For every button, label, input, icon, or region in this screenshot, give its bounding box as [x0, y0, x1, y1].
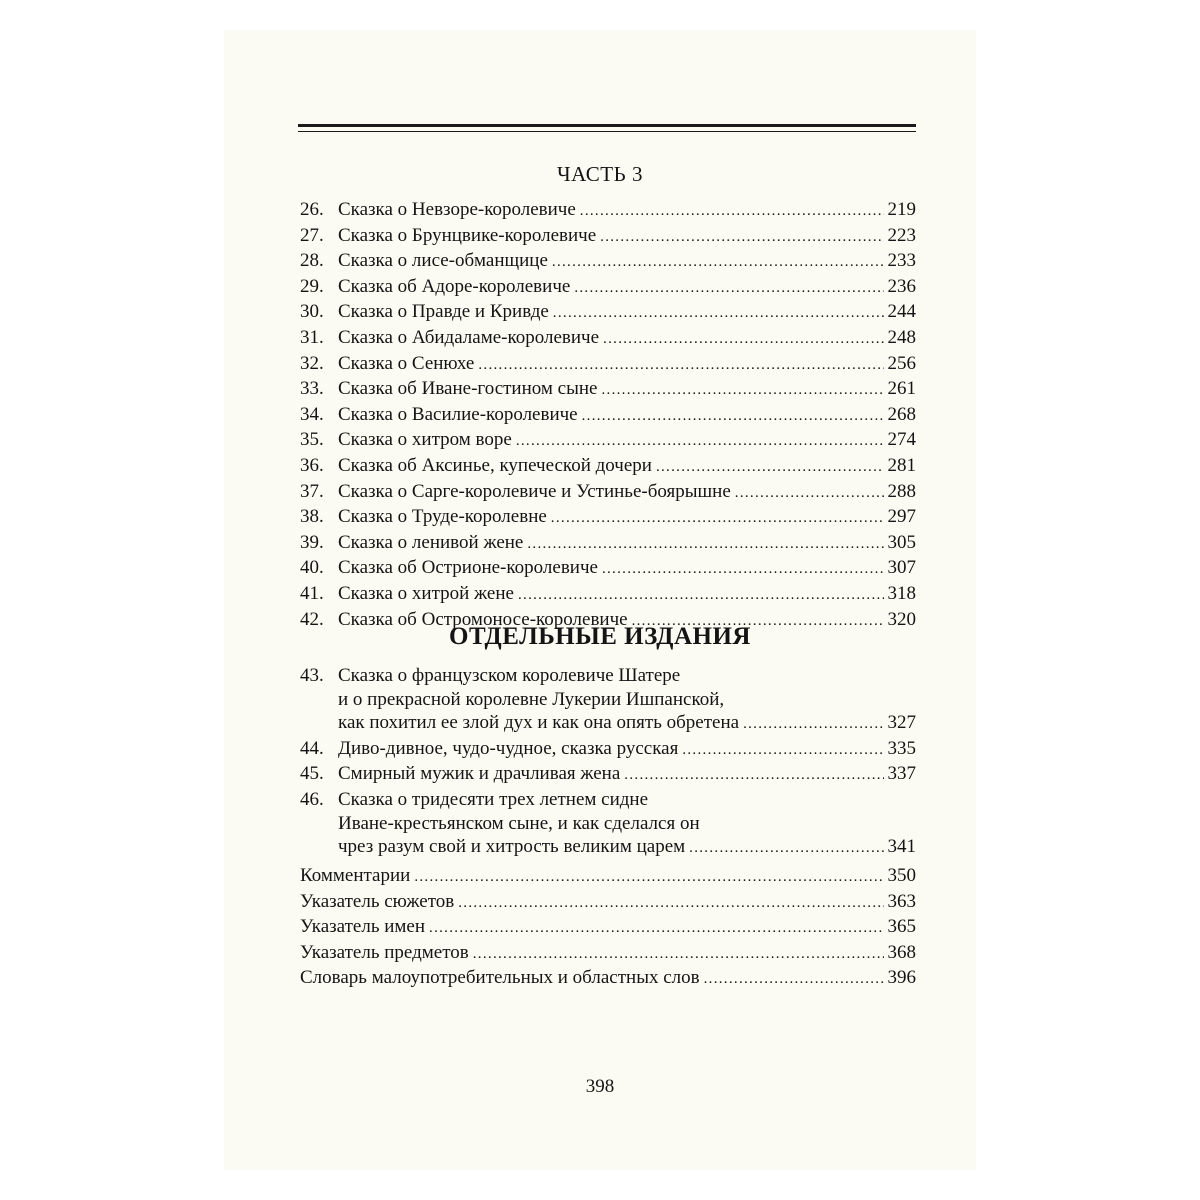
- entry-title: Указатель предметов: [300, 941, 469, 963]
- entry-number: 32.: [300, 352, 324, 374]
- dot-leader: [518, 584, 884, 608]
- entry-title: Указатель сюжетов: [300, 890, 455, 912]
- toc-entry: [300, 403, 916, 429]
- entry-title: Сказка об Иване-гостином сыне: [338, 378, 598, 400]
- entry-title-line: как похитил ее злой дух и как она опять обретена: [338, 712, 740, 734]
- toc-entry: [300, 224, 916, 250]
- toc-entry: [300, 531, 916, 557]
- toc-entry: [300, 249, 916, 275]
- entry-title: Сказка о Абидаламе-королевиче: [338, 326, 600, 348]
- entry-page: 261: [887, 378, 916, 400]
- dot-leader: [580, 200, 884, 224]
- dot-leader: [682, 739, 883, 763]
- entry-title: Комментарии: [300, 865, 411, 886]
- toc-entry: [300, 582, 916, 608]
- entry-number: 36.: [300, 454, 324, 476]
- separate-editions-toc: [300, 664, 916, 861]
- dot-leader: [473, 943, 884, 967]
- entry-page: 335: [887, 737, 916, 759]
- toc-entry: [300, 505, 916, 531]
- toc-entry: [300, 941, 916, 967]
- entry-number: 42.: [300, 608, 324, 630]
- entry-page: 268: [887, 403, 916, 425]
- dot-leader: [414, 866, 883, 890]
- entry-title-line: и о прекрасной королевне Лукерии Ишпанской,: [338, 688, 725, 710]
- entry-title: Диво-дивное, чудо-чудное, сказка русская: [338, 737, 679, 759]
- toc-entry: [300, 352, 916, 378]
- entry-number: 40.: [300, 557, 324, 579]
- entry-title: Сказка о Невзоре-королевиче: [338, 199, 576, 220]
- toc-entry: [300, 556, 916, 582]
- entry-title: Сказка о Труде-королевне: [338, 506, 547, 528]
- dot-leader: [689, 837, 883, 861]
- entry-page: 236: [887, 275, 916, 297]
- toc-entry: [300, 737, 916, 763]
- entry-page: 233: [887, 250, 916, 272]
- entry-number: 34.: [300, 403, 324, 425]
- part3-toc: [300, 198, 916, 633]
- entry-number: 29.: [300, 275, 324, 297]
- top-rule-thin: [298, 131, 916, 132]
- toc-entry: [300, 864, 916, 890]
- dot-leader: [600, 226, 883, 250]
- dot-leader: [516, 430, 884, 454]
- entry-page: 396: [887, 967, 916, 989]
- entry-title: Сказка о Василие-королевиче: [338, 403, 578, 425]
- entry-number: 37.: [300, 480, 324, 502]
- toc-entry: [300, 198, 916, 224]
- entry-title: Указатель имен: [300, 916, 426, 938]
- dot-leader: [458, 892, 883, 916]
- page-number: 398: [585, 1076, 615, 1097]
- entry-number: 31.: [300, 326, 324, 348]
- top-rule-thick: [298, 124, 916, 127]
- dot-leader: [743, 713, 883, 737]
- toc-entry: [300, 966, 916, 992]
- entry-page: 288: [887, 480, 916, 502]
- entry-number: 43.: [300, 665, 324, 686]
- entry-title: Сказка о ленивой жене: [338, 531, 524, 553]
- entry-title: Сказка об Острионе-королевиче: [338, 557, 598, 579]
- dot-leader: [527, 533, 883, 557]
- entry-title: Сказка об Остромоносе-королевиче: [338, 608, 628, 630]
- entry-page: 248: [887, 326, 916, 348]
- entry-title: Сказка о лисе-обманщице: [338, 250, 548, 272]
- entry-title: Сказка об Аксинье, купеческой дочери: [338, 454, 652, 476]
- toc-entry: [300, 915, 916, 941]
- entry-number: 39.: [300, 531, 324, 553]
- entry-page: 368: [887, 941, 916, 963]
- entry-number: 44.: [300, 737, 324, 759]
- dot-leader: [704, 968, 884, 992]
- entry-number: 27.: [300, 224, 324, 246]
- entry-title-line: чрез разум свой и хитрость великим царем: [338, 836, 686, 858]
- toc-entry: [300, 326, 916, 352]
- entry-page: 307: [887, 557, 916, 579]
- entry-title: Сказка о Правде и Кривде: [338, 301, 549, 323]
- entry-page: 274: [887, 429, 916, 451]
- entry-page: 363: [887, 890, 916, 912]
- part-heading: ЧАСТЬ 3: [557, 162, 643, 186]
- toc-entry-multiline: [300, 788, 916, 861]
- toc-entry: [300, 377, 916, 403]
- entry-number: 26.: [300, 199, 324, 220]
- entry-page: 281: [887, 454, 916, 476]
- entry-title: Сказка об Адоре-королевиче: [338, 275, 571, 297]
- dot-leader: [553, 302, 884, 326]
- dot-leader: [735, 482, 884, 506]
- dot-leader: [582, 405, 884, 429]
- entry-page: 297: [887, 506, 916, 528]
- entry-number: 45.: [300, 763, 324, 785]
- dot-leader: [478, 354, 883, 378]
- entry-page: 318: [887, 582, 916, 604]
- entry-number: 41.: [300, 582, 324, 604]
- toc-entry: [300, 454, 916, 480]
- entry-page: 256: [887, 352, 916, 374]
- dot-leader: [574, 277, 883, 301]
- entry-page: 223: [887, 224, 916, 246]
- entry-page: 365: [887, 916, 916, 938]
- entry-title-line: Иване-крестьянском сыне, и как сделался он: [338, 812, 700, 834]
- entry-number: 33.: [300, 378, 324, 400]
- dot-leader: [603, 328, 883, 352]
- toc-entry: [300, 762, 916, 788]
- entry-page: 350: [887, 865, 916, 886]
- dot-leader: [602, 558, 884, 582]
- toc-entry: [300, 275, 916, 301]
- back-matter-toc: [300, 864, 916, 992]
- dot-leader: [601, 379, 883, 403]
- entry-number: 46.: [300, 788, 324, 810]
- entry-page: 337: [887, 763, 916, 785]
- toc-entry: [300, 300, 916, 326]
- entry-title: Сказка о хитром воре: [338, 429, 512, 451]
- book-page: [224, 30, 976, 1170]
- entry-page: 305: [887, 531, 916, 553]
- entry-number: 30.: [300, 301, 324, 323]
- entry-page: 341: [887, 836, 916, 858]
- entry-page: 219: [887, 199, 916, 220]
- toc-entry: [300, 480, 916, 506]
- entry-page: 327: [887, 712, 916, 734]
- dot-leader: [429, 917, 883, 941]
- entry-number: 38.: [300, 506, 324, 528]
- entry-title-line: Сказка о французском королевиче Шатере: [338, 665, 681, 686]
- entry-title: Сказка о Сарге-королевиче и Устинье-боярышне: [338, 480, 731, 502]
- dot-leader: [552, 251, 884, 275]
- toc-entry: [300, 890, 916, 916]
- entry-number: 35.: [300, 429, 324, 451]
- entry-title-line: Сказка о тридесяти трех летнем сидне: [338, 788, 649, 810]
- toc-entry: [300, 428, 916, 454]
- entry-title: Смирный мужик и драчливая жена: [338, 763, 621, 785]
- dot-leader: [656, 456, 884, 480]
- dot-leader: [551, 507, 884, 531]
- section-heading: ОТДЕЛЬНЫЕ ИЗДАНИЯ: [449, 623, 751, 650]
- entry-title: Словарь малоупотребительных и областных слов: [300, 967, 700, 989]
- entry-number: 28.: [300, 250, 324, 272]
- toc-entry-multiline: [300, 664, 916, 737]
- dot-leader: [624, 764, 883, 788]
- entry-page: 244: [887, 301, 916, 323]
- entry-title: Сказка о Сенюхе: [338, 352, 475, 374]
- entry-title: Сказка о Брунцвике-королевиче: [338, 224, 597, 246]
- entry-page: 320: [887, 608, 916, 630]
- entry-title: Сказка о хитрой жене: [338, 582, 514, 604]
